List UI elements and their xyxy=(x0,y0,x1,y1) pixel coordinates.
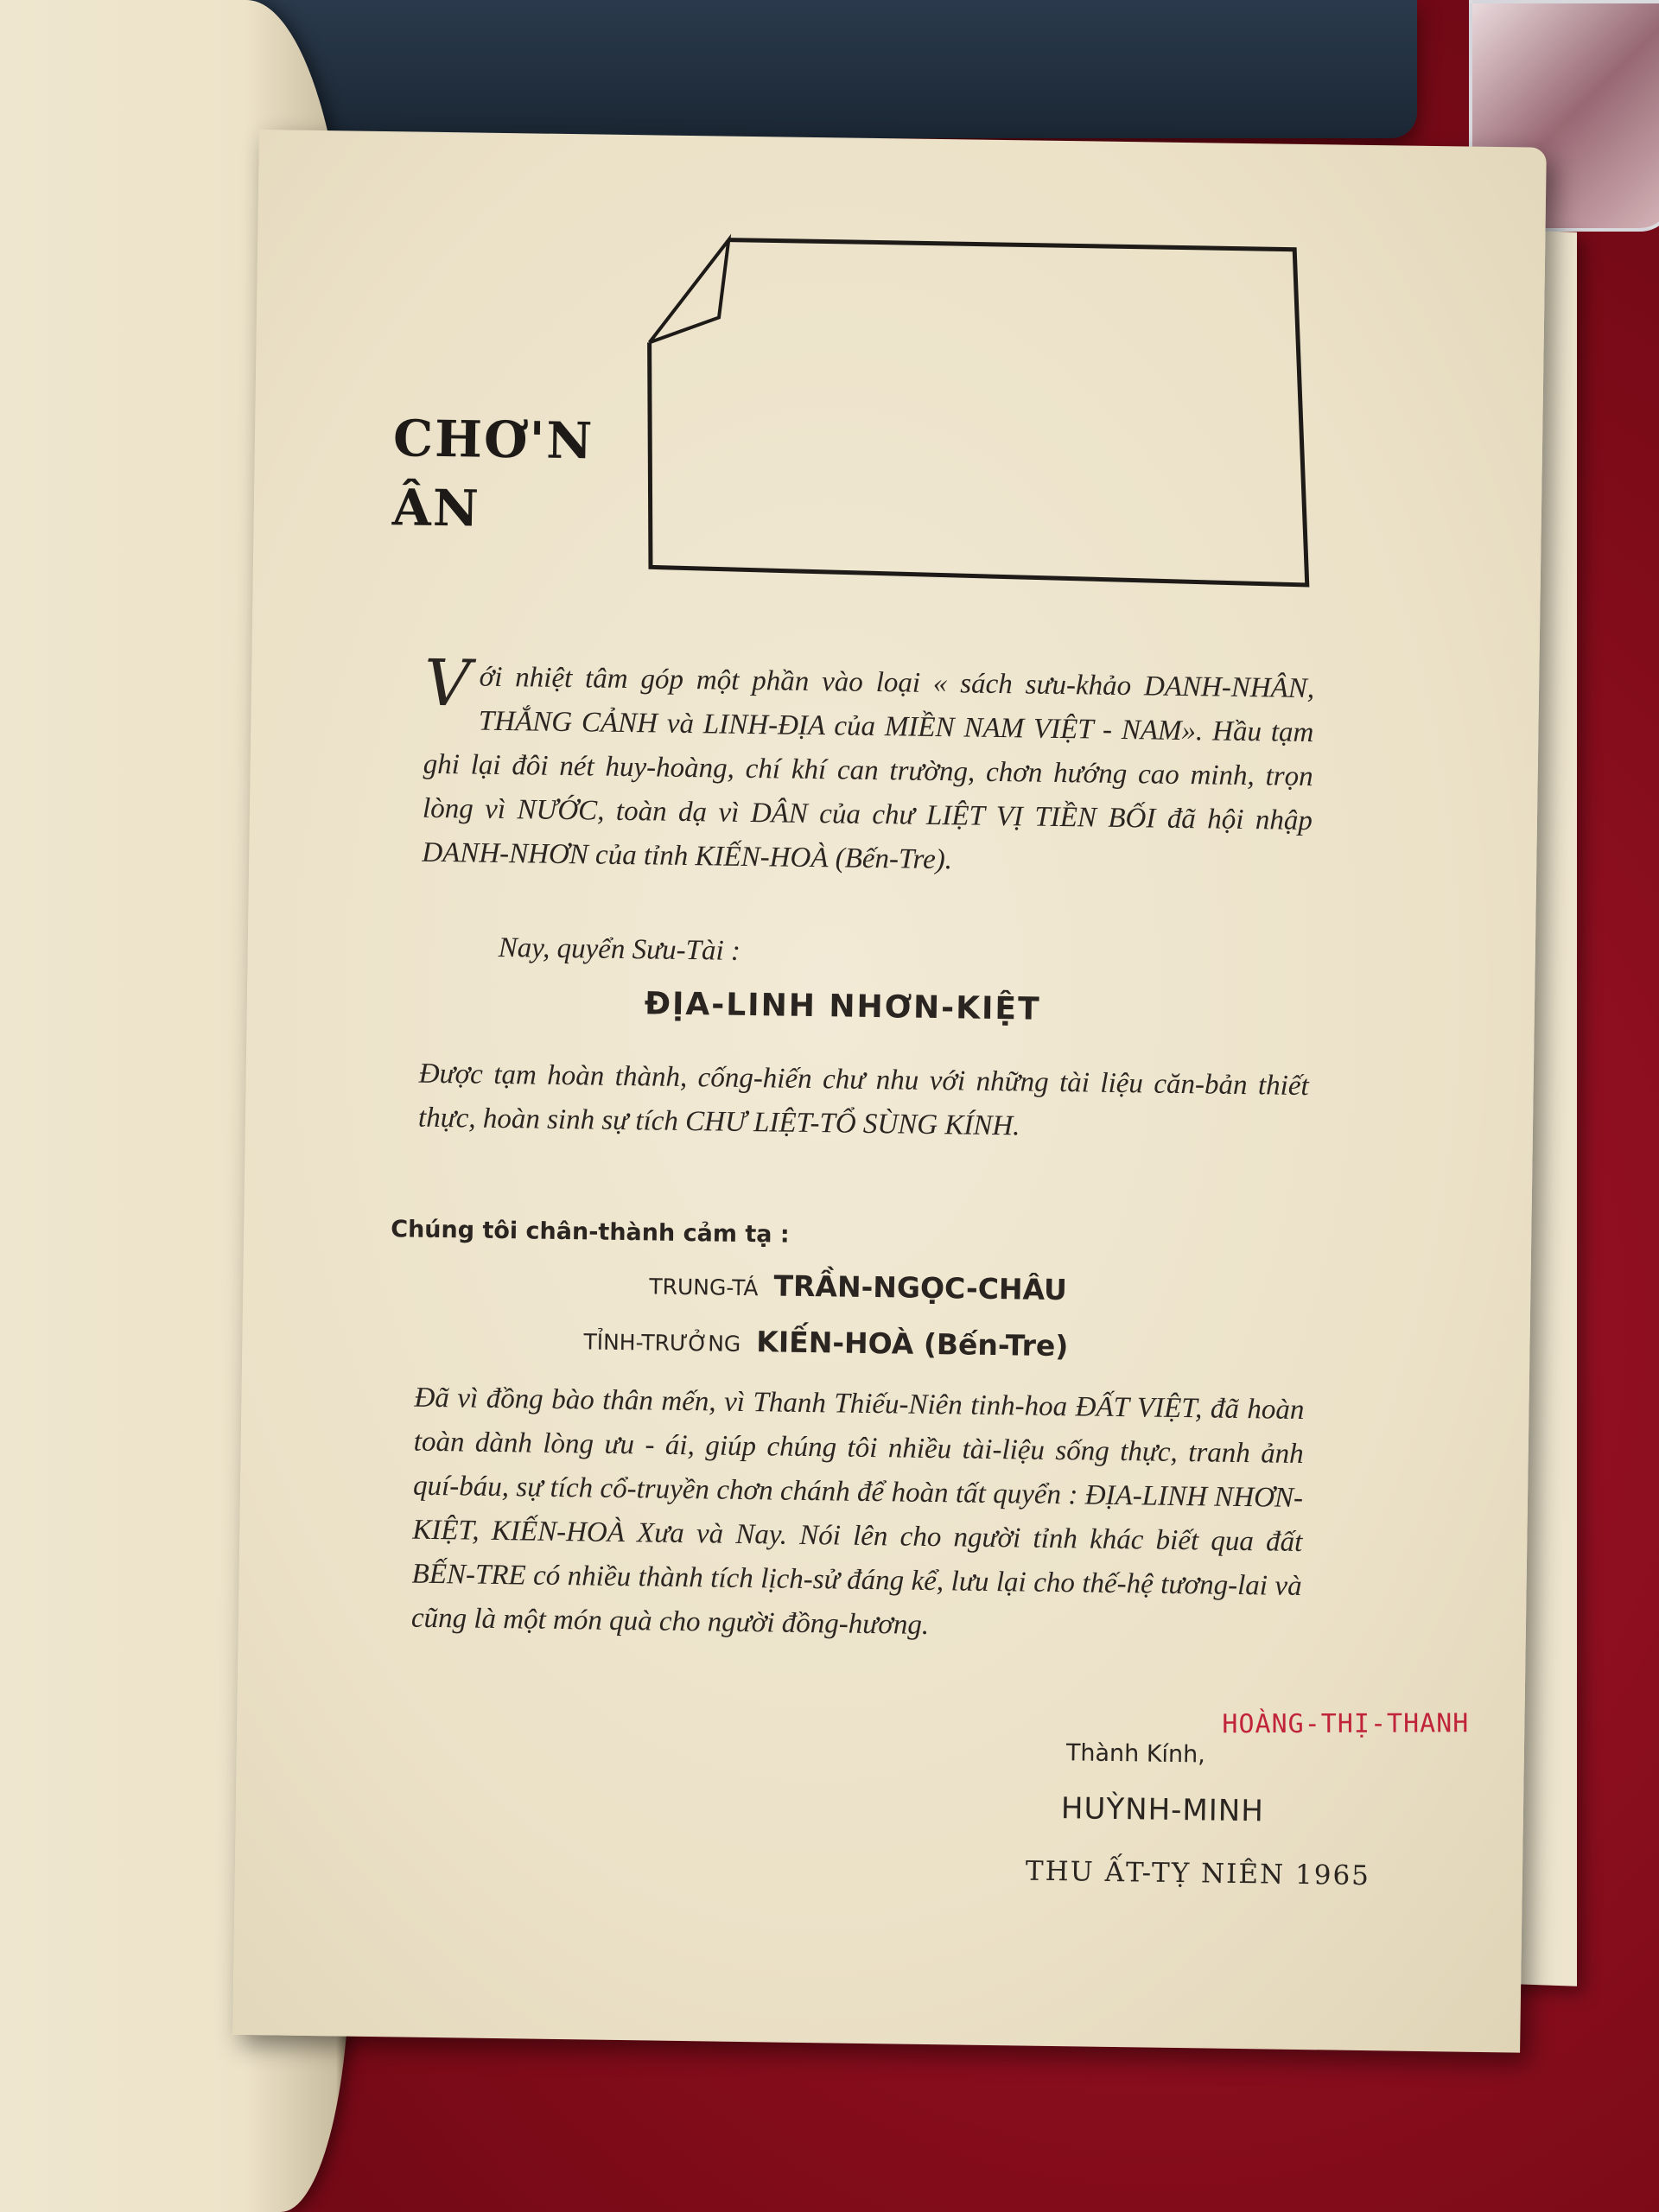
author-name: HUỲNH-MINH xyxy=(1060,1791,1265,1829)
book-title: ĐỊA-LINH NHƠN-KIỆT xyxy=(644,986,1041,1027)
page-heading xyxy=(391,404,594,544)
rank-line-1 xyxy=(649,1267,1067,1306)
rank-1-label: TRUNG-TÁ xyxy=(649,1274,759,1301)
red-name-stamp: HOÀNG-THỊ-THANH xyxy=(1222,1708,1470,1740)
drop-cap: V xyxy=(423,645,472,721)
book-page xyxy=(232,130,1547,2053)
paragraph-1 xyxy=(422,645,1315,887)
thanks-line: Chúng tôi chân-thành cảm tạ : xyxy=(391,1216,790,1249)
closing-line: Thành Kính, xyxy=(1065,1739,1206,1769)
rank-2-name: KIẾN-HOÀ (Bến-Tre) xyxy=(756,1325,1069,1363)
rank-2-label: TỈNH-TRƯỞNG xyxy=(583,1329,741,1357)
rank-1-name: TRẦN-NGỌC-CHÂU xyxy=(773,1268,1068,1307)
date-line: THU ẤT-TỴ NIÊN 1965 xyxy=(1025,1855,1371,1892)
heading-line-1: CHƠ'N xyxy=(392,409,594,471)
paragraph-1-text: ới nhiệt tâm góp một phần vào loại « sách sưu-khảo DANH-NHÂN, THẮNG CẢNH và LINH-ĐỊA của MIỀN NAM VIỆT - NAM». Hầu tạm ghi lại đôi nét huy-hoàng, chí khí can trường, chơn hướng cao minh, trọn lòng vì NƯỚC, toàn dạ vì DÂN của chư LIỆT VỊ TIỀN BỐI đã hội nhập DANH-NHƠN của tỉnh KIẾN-HOÀ (Bến-Tre). xyxy=(422,661,1315,876)
paragraph-2: Được tạm hoàn thành, cống-hiến chư nhu với những tài liệu căn-bản thiết thực, hoàn sinh sự tích CHƯ LIỆT-TỔ SÙNG KÍNH. xyxy=(417,1058,1309,1142)
rank-line-2 xyxy=(583,1322,1068,1363)
page-content xyxy=(232,130,1547,2053)
now-line: Nay, quyển Sưu-Tài : xyxy=(498,931,741,967)
heading-line-2: ÂN xyxy=(391,478,481,538)
paragraph-3: Đã vì đồng bào thân mến, vì Thanh Thiếu-Niên tinh-hoa ĐẤT VIỆT, đã hoàn toàn dành lòng ưu - ái, giúp chúng tôi nhiều tài-liệu sống thực, tranh ảnh quí-báu, sự tích cổ-truyền chơn chánh để hoàn tất quyển : ĐỊA-LINH NHƠN-KIỆT, KIẾN-HOÀ Xưa và Nay. Nói lên cho người tỉnh khác biết qua đất BẾN-TRE có nhiều thành tích lịch-sử đáng kể, lưu lại cho thế-hệ tương-lai và cũng là một món quà cho người đồng-hương. xyxy=(410,1382,1305,1641)
dark-blue-book xyxy=(242,0,1417,138)
folded-frame-graphic xyxy=(624,230,1338,620)
